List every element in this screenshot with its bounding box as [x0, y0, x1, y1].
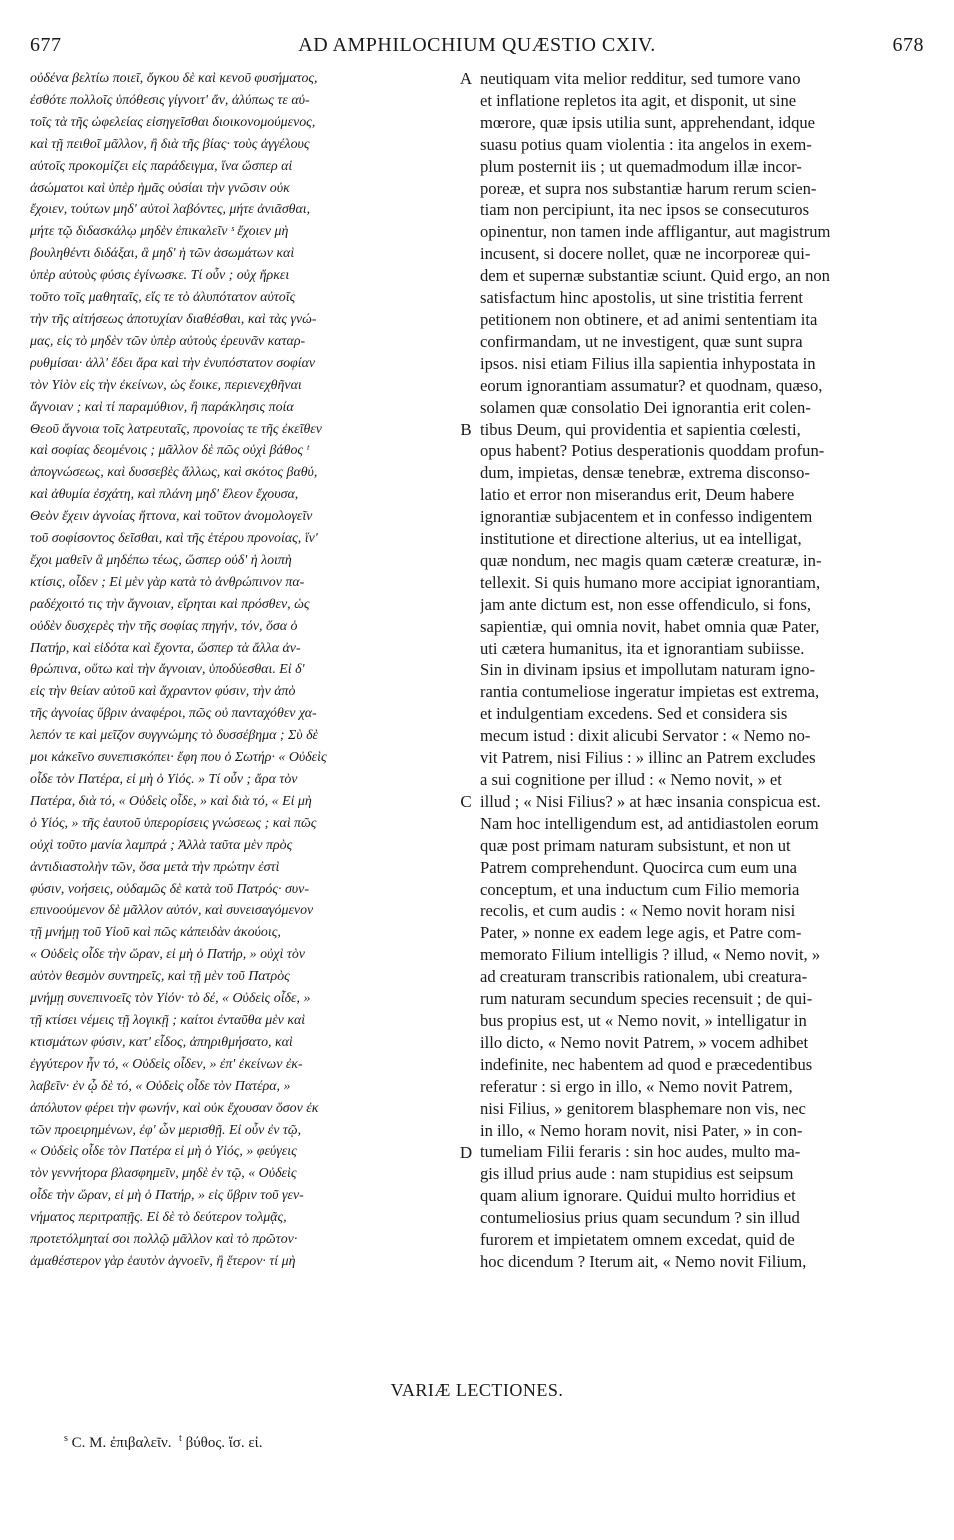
latin-text-line: et inflatione repletos ita agit, et disponit, ut sine: [480, 90, 797, 110]
latin-text-line: nisi Filius, » genitorem blasphemare non vis, nec: [480, 1098, 806, 1118]
page-header: [30, 34, 924, 62]
latin-text-line: tumeliam Filii feraris : sin hoc audes, multo ma-: [480, 1142, 801, 1162]
greek-text-line: τῇ κτίσει νέμεις τῇ λογικῇ ; καίτοι ἐνταῦθα μὲν καὶ: [30, 1012, 306, 1028]
latin-text-line: dum, impietas, densæ tenebræ, extrema disconso-: [480, 463, 810, 483]
greek-text-line: οὐδένα βελτίω ποιεῖ, ὄγκου δὲ καὶ κενοῦ φυσήματος,: [30, 71, 318, 86]
latin-text-line: quæ nondum, nec magis quam cæteræ creaturæ, in-: [480, 550, 822, 570]
greek-text-line: αὐτοῖς προκομίζει εἰς παράδειγμα, ἵνα ὥσπερ αἱ: [30, 158, 293, 174]
latin-text-line: Pater, » nonne ex eadem lege agis, et Patre com-: [480, 923, 802, 943]
greek-text-line: λεπόν τε καὶ μεῖζον συγγνώμης τὸ δυσσέβημα ; Σὺ δὲ: [30, 728, 319, 744]
greek-text-line: ραδέχοιτό τις τὴν ἄγνοιαν, εἴρηται καὶ πρόσθεν, ὡς: [30, 596, 310, 612]
greek-text-line: ἀντιδιαστολὴν τῶν, ὅσα μετὰ τὴν πρώτην ἐστὶ: [30, 859, 280, 875]
greek-text-line: κτίσις, οἶδεν ; Εἰ μὲν γὰρ κατὰ τὸ ἀνθρώπινον πα-: [30, 574, 305, 590]
footnote-s-text: C. M. ἐπιβαλεῖν.: [71, 1435, 172, 1451]
greek-text-line: ἀσώματοι καὶ ὑπὲρ ἡμᾶς οὐσίαι τὴν γνῶσιν οὐκ: [30, 180, 290, 196]
greek-text-line: ἔχοι μαθεῖν ἃ μηδέπω τέως, ὥσπερ οὐδ' ἡ λοιπὴ: [30, 552, 292, 568]
latin-text-line: opinentur, non tamen inde affligantur, aut magistrum: [480, 222, 831, 242]
greek-text-line: αὐτὸν θεσμὸν συντηρεῖς, καὶ τῇ μὲν τοῦ Πατρὸς: [30, 969, 290, 985]
latin-text-line: recolis, et cum audis : « Nemo novit horam nisi: [480, 901, 796, 921]
greek-text-line: Θεὸν ἔχειν ἀγνοίας ἥττονα, καὶ τοῦτον ἀνομολογεῖν: [30, 509, 313, 525]
greek-text-line: ἔχοιεν, τούτων μηδ' αὐτοὶ λαβόντες, μήτε ἀνιᾶσθαι,: [30, 202, 311, 218]
latin-text-line: poreæ, et supra nos substantiæ harum rerum scien-: [480, 178, 817, 198]
greek-text-line: κτισμάτων φύσιν, κατ' εἶδος, ἀπηριθμήσατο, καὶ: [30, 1034, 293, 1050]
greek-text-line: Θεοῦ ἄγνοια τοῖς λατρευταῖς, προνοίας τε τῆς ἐκεῖθεν: [30, 421, 322, 437]
greek-text-line: « Οὐδεὶς οἶδε τὸν Πατέρα εἰ μὴ ὁ Υἱός, » φεύγεις: [30, 1144, 297, 1160]
greek-text-line: οἶδε τὴν ὥραν, εἰ μὴ ὁ Πατήρ, » εἰς ὕβριν τοῦ γεν-: [30, 1188, 304, 1204]
latin-text-line: latio et error non miserandus erit, Deum habere: [480, 485, 795, 505]
section-markers: [454, 68, 478, 1168]
latin-text-line: rum naturam secundum species recensuit ; de qui-: [480, 989, 813, 1009]
greek-text-line: μοι κἀκεῖνο συνεπισκόπει· ἔφη που ὁ Σωτήρ· « Οὐδεὶς: [30, 750, 327, 766]
latin-text-line: a sui cognitione per illud : « Nemo novit, » et: [480, 770, 782, 789]
section-marker: B: [460, 419, 472, 439]
latin-text-line: solamen quæ consolatio Dei ignorantia erit colen-: [480, 397, 811, 417]
section-marker: C: [460, 792, 472, 812]
greek-text-line: ὑπὲρ αὐτοὺς φύσις ἐγίνωσκε. Τί οὖν ; οὐχ ἤρκει: [30, 268, 290, 284]
section-marker: A: [459, 69, 473, 88]
footnote-t-text: βύθος. ἴσ. εἰ.: [185, 1435, 263, 1451]
latin-text-line: tibus Deum, qui providentia et sapientia cœlesti,: [480, 419, 801, 439]
latin-text-line: referatur : si ergo in illo, « Nemo novit Patrem,: [480, 1076, 793, 1096]
latin-text-line: rantia contumeliose ingeratur impietas est extrema,: [480, 682, 820, 702]
latin-text-line: conceptum, et una inductum cum Filio memoria: [480, 879, 800, 899]
greek-text-line: « Οὐδεὶς οἶδε τὴν ὥραν, εἰ μὴ ὁ Πατήρ, » οὐχὶ τὸν: [30, 947, 305, 963]
latin-text-line: tiam non percipiunt, ita nec ipsos se consecuturos: [480, 200, 810, 220]
latin-text-line: petitionem non obtinere, et ad animi sententiam ita: [480, 309, 818, 329]
greek-text-line: νήματος περιτραπῇς. Εἰ δὲ τὸ δεύτερον τολμᾷς,: [30, 1210, 287, 1226]
latin-text-line: quam alium ignorare. Quidui multo horridius et: [480, 1186, 796, 1206]
latin-text-line: mœrore, quæ ipsis utilia sunt, apprehendant, idque: [480, 112, 816, 132]
latin-text-column: [480, 68, 926, 1273]
section-marker: D: [459, 1143, 473, 1163]
greek-text-line: καὶ τῇ πειθοῖ μᾶλλον, ἢ διὰ τῆς βίας· τοὺς ἀγγέλους: [30, 136, 310, 152]
greek-text-line: τοῦ σοφίσοντος δεῖσθαι, καὶ τῆς ἑτέρου προνοίας, ἵν': [30, 531, 318, 547]
greek-text-line: ρυθμίσαι· ἀλλ' ἔδει ἄρα καὶ τὴν ἐνυπόστατον σοφίαν: [30, 355, 316, 371]
page-number-left: 677: [30, 34, 62, 56]
latin-text-line: et indulgentiam excedens. Sed et considera sis: [480, 704, 788, 724]
latin-text-line: sapientiæ, qui omnia novit, habet omnia quæ Pater,: [480, 616, 820, 636]
footnote-marker-t: t: [179, 1433, 182, 1444]
greek-text-line: οὐδὲν δυσχερὲς τὴν τῆς σοφίας πηγήν, τόν, ὅσα ὁ: [30, 618, 298, 634]
greek-text-line: βουληθέντι διδάξαι, ἃ μηδ' ἡ τῶν ἀσωμάτων καὶ: [30, 246, 295, 262]
latin-text-line: illo dicto, « Nemo novit Patrem, » vocem adhibet: [480, 1032, 809, 1052]
latin-text-line: suasu potius quam violentia : ita angelos in exem-: [480, 134, 812, 154]
latin-text-line: ad creaturam transcribis rationalem, ubi creatura-: [480, 967, 808, 987]
greek-text-line: τῇ μνήμῃ τοῦ Υἱοῦ καὶ πῶς κἀπειδὰν ἀκούοις,: [30, 925, 281, 941]
greek-text-line: μας, εἰς τὸ μηδὲν τῶν ὑπὲρ αὐτοὺς ἐρευνᾶν καταρ-: [30, 333, 306, 349]
greek-text-line: επινοούμενον δὲ μᾶλλον αὐτόν, καὶ συνεισαγόμενον: [30, 903, 314, 919]
latin-text-line: dem et supernæ substantiæ sciunt. Quid ergo, an non: [480, 266, 830, 286]
greek-text-line: ἐσθότε πολλοῖς ὑπόθεσις γίγνοιτ' ἄν, ἀλύπως τε αὐ-: [30, 92, 310, 108]
latin-text-line: hoc dicendum ? Iterum ait, « Nemo novit Filium,: [480, 1251, 807, 1271]
greek-text-column: [30, 68, 448, 1273]
latin-text-line: institutione et directione alterius, ut ea intelligat,: [480, 529, 802, 549]
latin-text-line: mecum istud : dixit alicubi Servator : « Nemo no-: [480, 726, 811, 746]
variae-lectiones-heading: VARIÆ LECTIONES.: [390, 1380, 564, 1400]
latin-text-line: illud ; « Nisi Filius? » at hæc insania conspicua est.: [480, 791, 821, 811]
latin-text-line: satisfactum hinc apostolis, ut sine tristitia ferrent: [480, 288, 804, 308]
latin-text-line: tellexit. Si quis humano more accipiat ignorantiam,: [480, 572, 821, 592]
greek-text-line: καὶ σοφίας δεομένοις ; μᾶλλον δὲ πῶς οὐχὶ βάθος ᵗ: [30, 443, 309, 459]
greek-text-line: μήτε τῷ διδασκάλῳ μηδὲν ἐπικαλεῖν ˢ ἔχοιεν μὴ: [30, 224, 289, 240]
greek-text-line: οἶδε τὸν Πατέρα, εἰ μὴ ὁ Υἱός. » Τί οὖν ; ἄρα τὸν: [30, 772, 298, 787]
greek-text-line: τῆς ἀγνοίας ὕβριν ἀναφέροι, πῶς οὐ πανταχόθεν χα-: [30, 706, 317, 722]
greek-text-line: τοῦτο τοῖς μαθηταῖς, εἴς τε τὸ ἀλυπότατον αὐτοῖς: [30, 290, 296, 306]
latin-text-line: jam ante dictum est, non esse offendiculo, si fons,: [480, 594, 812, 614]
greek-text-line: τὸν Υἱὸν εἰς τὴν ἐκείνων, ὡς ἔοικε, περιενεχθῆναι: [30, 377, 302, 393]
greek-text-line: φύσιν, νοήσεις, οὐδαμῶς δὲ κατὰ τοῦ Πατρός· συν-: [30, 881, 309, 897]
latin-text-line: vit Patrem, nisi Filius : » illinc an Patrem excludes: [480, 748, 816, 768]
latin-text-line: quæ post primam naturam subsistunt, et non ut: [480, 835, 791, 855]
greek-text-line: τοῖς τὰ τῆς ὠφελείας εἰσηγεῖσθαι διοικονομούμενος,: [30, 114, 316, 130]
greek-text-line: οὐχὶ τοῦτο μανία λαμπρά ; Ἀλλὰ ταῦτα μὲν πρὸς: [30, 837, 293, 853]
latin-text-line: memorato Filium intelligis ? illud, « Nemo novit, »: [480, 945, 821, 965]
greek-text-line: καὶ ἀθυμία ἐσχάτη, καὶ πλάνη μηδ' ἔλεον ἔχουσα,: [30, 487, 299, 503]
greek-text-line: θρώπινα, οὕτω καὶ τὴν ἄγνοιαν, ὑποδύεσθαι. Εἰ δ': [30, 662, 305, 678]
latin-text-line: ignorantiæ subjacentem et in confesso indigentem: [480, 507, 813, 527]
latin-text-line: confirmandam, ut ne investigent, quæ sunt supra: [480, 331, 803, 351]
latin-text-line: ipsos. nisi etiam Filius illa sapientia inhypostata in: [480, 353, 816, 373]
greek-text-line: ἄγνοιαν ; καὶ τί παραμύθιον, ἢ παράκλησις ποία: [30, 399, 294, 415]
greek-text-line: Πατήρ, καὶ εἰδότα καὶ ἔχοντα, ὥσπερ τὰ ἄλλα ἀν-: [30, 640, 301, 656]
greek-text-line: ἐγγύτερον ἦν τό, « Οὐδεὶς οἶδεν, » ἐπ' ἐκείνων ἐκ-: [30, 1056, 303, 1072]
greek-text-line: τὴν τῆς αἰτήσεως ἀποτυχίαν διαθέσθαι, καὶ τὰς γνώ-: [30, 311, 317, 327]
latin-text-line: contumeliosius prius quam secundum ? sin illud: [480, 1208, 800, 1228]
greek-text-line: Πατέρα, διὰ τό, « Οὐδεὶς οἶδε, » καὶ διὰ τό, « Εἰ μὴ: [30, 793, 312, 809]
latin-text-line: furorem et impietatem omnem excedat, quid de: [480, 1230, 795, 1250]
footnote: [64, 1433, 262, 1452]
latin-text-line: in illo, « Nemo horam novit, nisi Pater, » in con-: [480, 1120, 803, 1140]
latin-text-line: indefinite, nec habentem ad quod e præcedentibus: [480, 1054, 813, 1074]
latin-text-line: Sin in divinam ipsius et impollutam naturam igno-: [480, 660, 816, 680]
latin-text-line: neutiquam vita melior redditur, sed tumore vano: [480, 69, 801, 88]
latin-text-line: eorum ignorantiam assumatur? et quodnam, quæso,: [480, 375, 823, 395]
greek-text-line: ἀμαθέστερον γὰρ ἑαυτὸν ἀγνοεῖν, ἢ ἕτερον· τί μὴ: [30, 1253, 296, 1269]
latin-text-line: uti cætera humanitus, ita et ignorantiam subiisse.: [480, 638, 805, 658]
greek-text-line: ἀπόλυτον φέρει τὴν φωνήν, καὶ οὐκ ἔχουσαν ὅσον ἐκ: [30, 1100, 319, 1116]
running-title: AD AMPHILOCHIUM QUÆSTIO CXIV.: [298, 34, 656, 56]
latin-text-line: opus habent? Potius desperationis quoddam profun-: [480, 441, 825, 461]
latin-text-line: gis illud prius aude : nam stupidius est seipsum: [480, 1164, 794, 1184]
greek-text-line: προτετόλμηταί σοι πολλῷ μᾶλλον καὶ τὸ πρῶτον·: [30, 1232, 298, 1248]
greek-text-line: ὁ Υἱός, » τῆς ἑαυτοῦ ὑπερορίσεις γνώσεως ; καὶ πῶς: [30, 815, 317, 831]
footnote-marker-s: s: [64, 1433, 68, 1444]
greek-text-line: τῶν προειρημένων, ἐφ' ὧν μερισθῇ. Εἰ οὖν ἐν τῷ,: [30, 1122, 302, 1138]
page-number-right: 678: [892, 34, 924, 56]
latin-text-line: bus propius est, ut « Nemo novit, » intelligatur in: [480, 1010, 807, 1030]
latin-text-line: incusent, si docere nollet, quæ ne incorporeæ qui-: [480, 244, 811, 264]
greek-text-line: μνήμῃ συνεπινοεῖς τὸν Υἱόν· τὸ δέ, « Οὐδεὶς οἶδε, »: [30, 991, 311, 1007]
greek-text-line: τὸν γεννήτορα βλασφημεῖν, μηδὲ ἐν τῷ, « Οὐδεὶς: [30, 1166, 297, 1182]
latin-text-line: plum posternit iis ; ut quemadmodum illæ incor-: [480, 156, 802, 176]
greek-text-line: λαβεῖν· ἐν ᾧ δὲ τό, « Οὐδεὶς οἶδε τὸν Πατέρα, »: [30, 1078, 291, 1094]
latin-text-line: Nam hoc intelligendum est, ad antidiastolen eorum: [480, 813, 819, 833]
greek-text-line: εἰς τὴν θείαν αὐτοῦ καὶ ἄχραντον φύσιν, τὴν ἀπὸ: [30, 684, 296, 700]
greek-text-line: ἀπογνώσεως, καὶ δυσσεβὲς ἄλλως, καὶ σκότος βαθύ,: [30, 465, 318, 481]
latin-text-line: Patrem comprehendunt. Quocirca cum eum una: [480, 857, 798, 877]
